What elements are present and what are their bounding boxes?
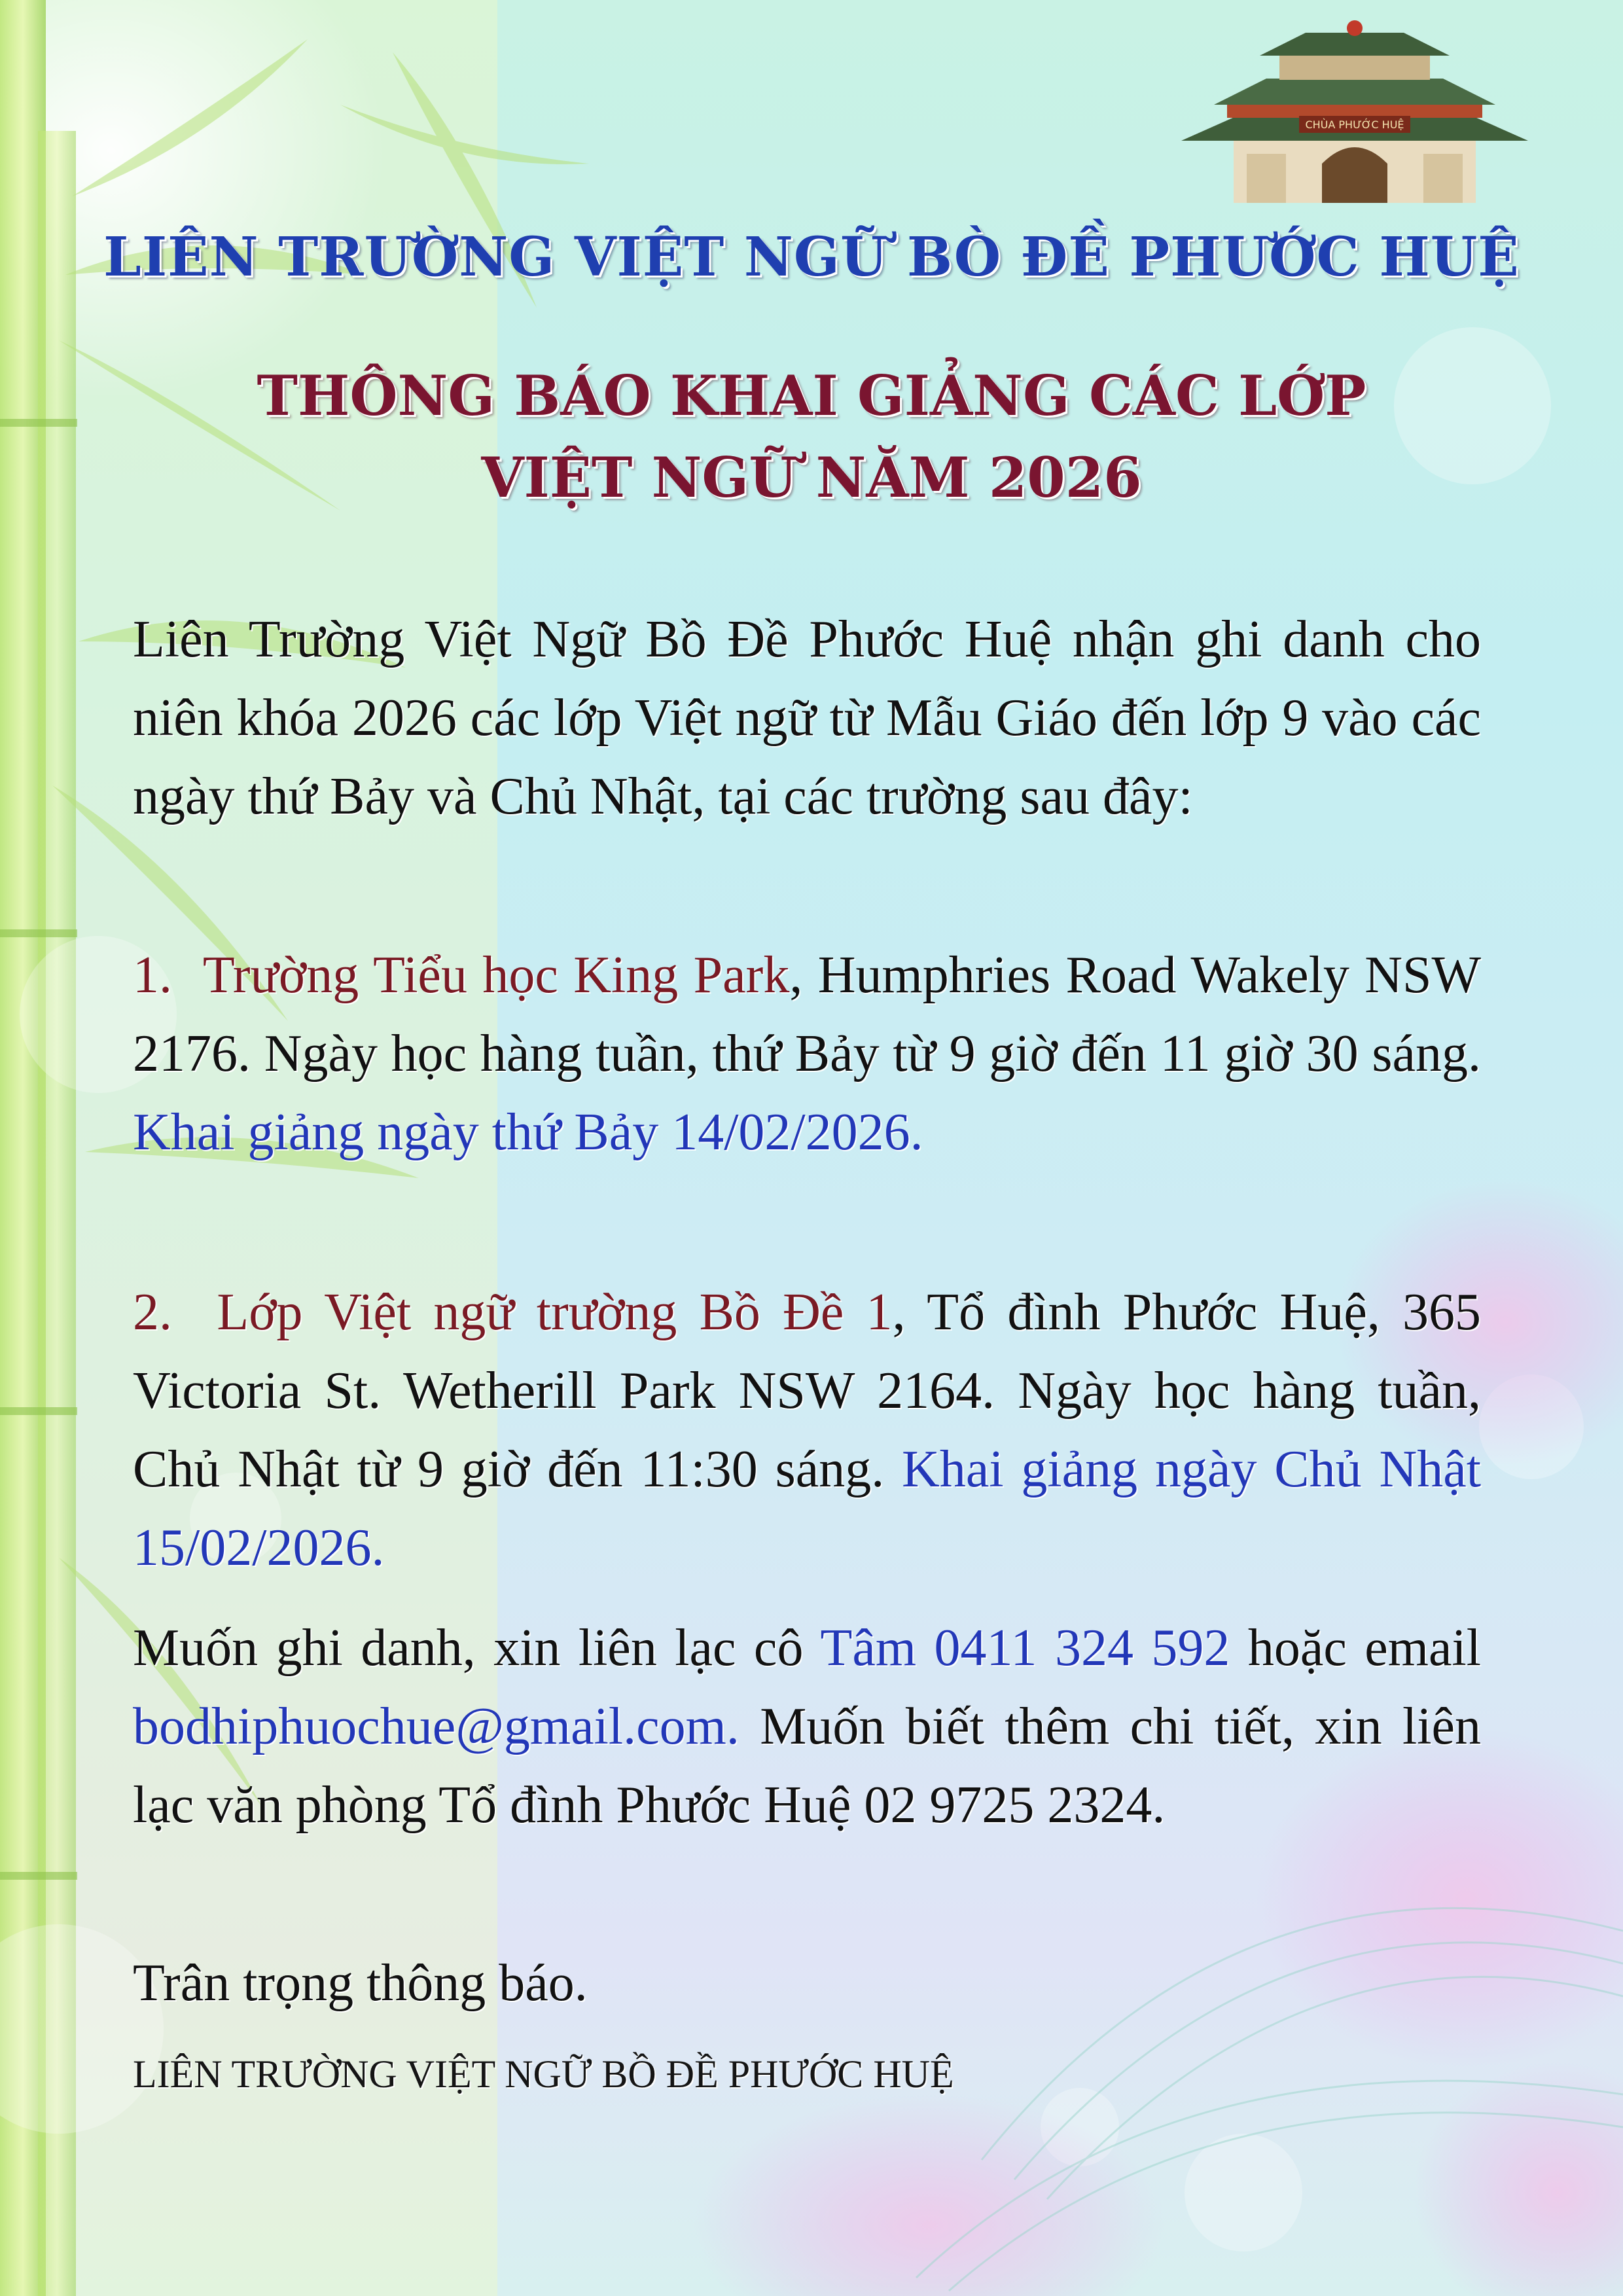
school-name-heading: LIÊN TRƯỜNG VIỆT NGỮ BÒ ĐỀ PHƯỚC HUỆ — [103, 226, 1520, 289]
school-1-details: , Humphries Road Wakely NSW 2176. Ngày học hàng tuần, thứ Bảy từ 9 giờ đến 11 giờ 30 sáng. — [133, 946, 1482, 1083]
school-1-name: Trường Tiểu học King Park — [202, 946, 790, 1004]
intro-paragraph: Liên Trường Việt Ngữ Bồ Đề Phước Huệ nhận ghi danh cho niên khóa 2026 các lớp Việt ngữ từ Mẫu Giáo đến lớp 9 vào các ngày thứ Bảy và Chủ Nhật, tại các trường sau đây: — [133, 611, 1481, 825]
contact-paragraph — [133, 1609, 1481, 1844]
temple-gate-illustration — [1168, 16, 1541, 203]
school-1-opening-date: Khai giảng ngày thứ Bảy 14/02/2026. — [133, 1103, 923, 1161]
contact-suffix: Muốn biết thêm chi tiết, xin liên lạc văn phòng Tổ đình Phước Huệ 02 9725 2324. — [133, 1698, 1481, 1834]
notice-title-line-1: THÔNG BÁO KHAI GIẢNG CÁC LỚP — [257, 363, 1366, 428]
school-item-2 — [133, 1273, 1481, 1587]
school-2-details: , Tổ đình Phước Huệ, 365 Victoria St. Wetherill Park NSW 2164. Ngày học hàng tuần, Chủ Nhật từ 9 giờ đến 11:30 sáng. — [133, 1283, 1482, 1498]
school-1-number: 1. — [133, 946, 172, 1004]
contact-email: bodhiphuochue@gmail.com. — [133, 1698, 740, 1755]
contact-phone: Tâm 0411 324 592 — [820, 1619, 1230, 1677]
notice-title-line-2: VIỆT NGỮ NĂM 2026 — [481, 445, 1142, 510]
contact-mid: hoặc email — [1230, 1619, 1481, 1677]
contact-prefix: Muốn ghi danh, xin liên lạc cô — [133, 1619, 821, 1677]
signature: LIÊN TRƯỜNG VIỆT NGỮ BỒ ĐỀ PHƯỚC HUỆ — [133, 2053, 954, 2096]
school-2-number: 2. — [133, 1283, 172, 1341]
temple-sign-text: CHÙA PHƯỚC HUỆ — [1305, 118, 1404, 131]
school-2-opening-date: Khai giảng ngày Chủ Nhật 15/02/2026. — [133, 1441, 1481, 1577]
closing-line: Trân trọng thông báo. — [133, 1954, 588, 2012]
school-item-1 — [133, 936, 1481, 1172]
school-2-name: Lớp Việt ngữ trường Bồ Đề 1 — [217, 1283, 893, 1341]
